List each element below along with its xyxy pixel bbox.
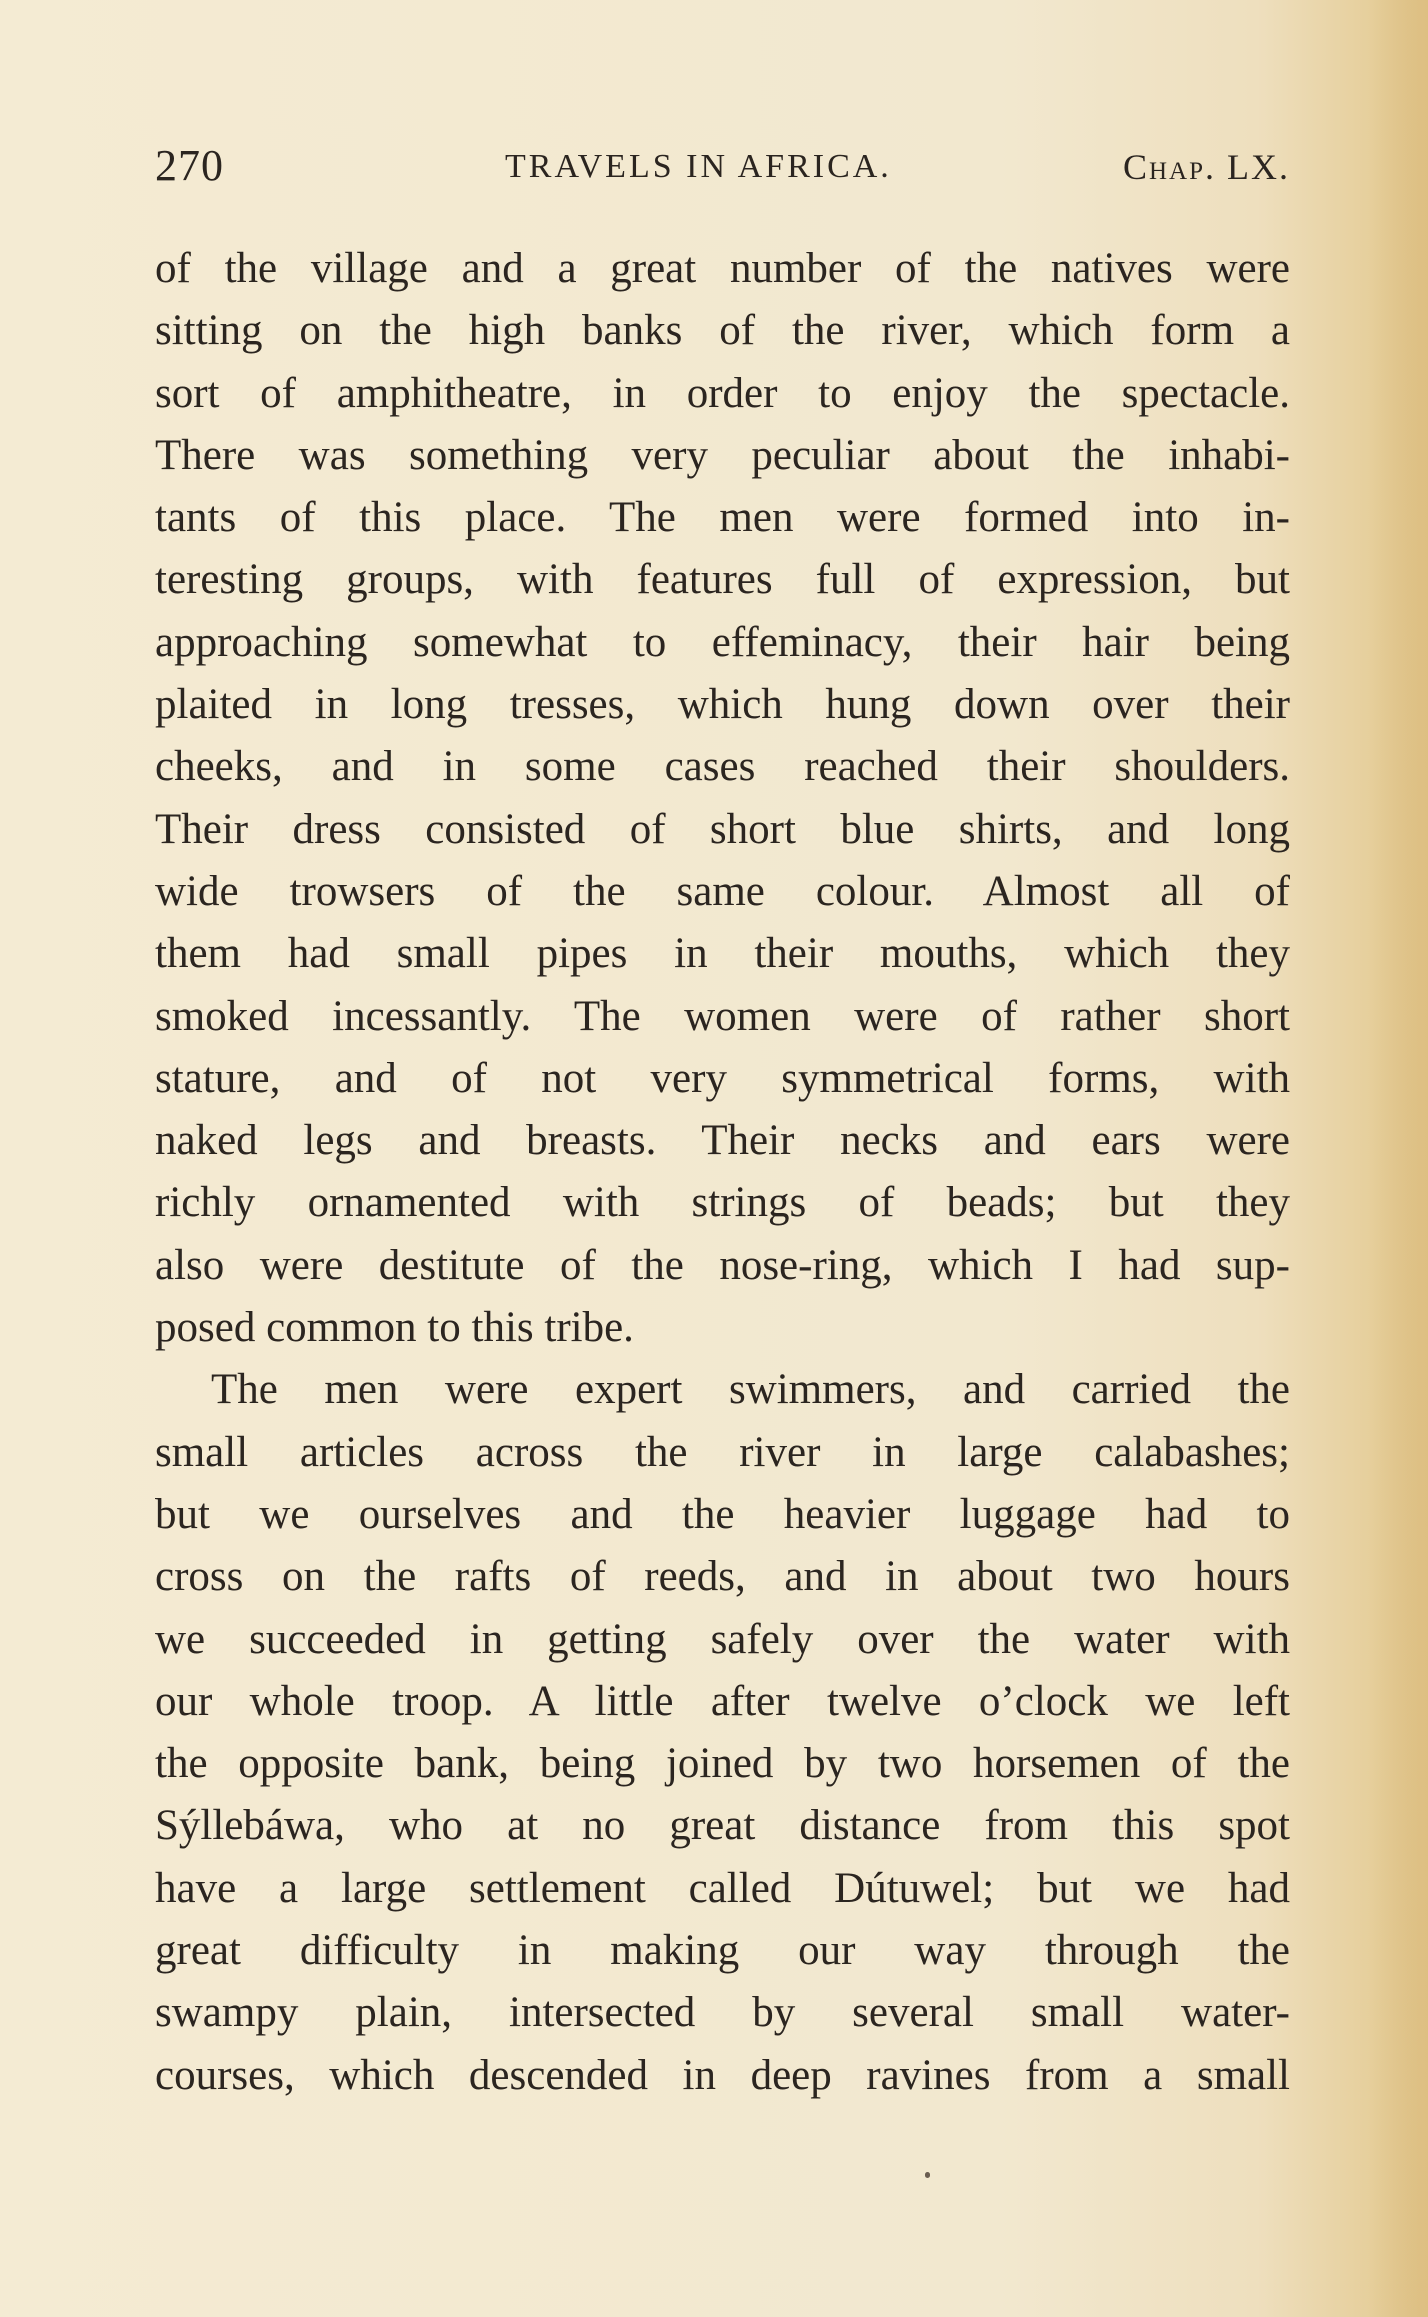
text-line: of the village and a great number of the natives were [155, 245, 1290, 292]
text-line: the opposite bank, being joined by two horsemen of the [155, 1740, 1290, 1788]
text-line: tants of this place. The men were formed into in- [155, 494, 1290, 542]
book-title: TRAVELS IN AFRICA. [505, 148, 892, 185]
text-line: Sýllebáwa, who at no great distance from this spot [155, 1802, 1290, 1850]
text-line: we succeeded in getting safely over the water with [155, 1615, 1290, 1663]
ink-speck [925, 2172, 930, 2178]
text-line: plaited in long tresses, which hung down over their [155, 681, 1290, 729]
text-line: wide trowsers of the same colour. Almost all of [155, 867, 1290, 915]
text-line: sitting on the high banks of the river, which form a [155, 307, 1290, 355]
body-text [155, 238, 1290, 2107]
text-line: richly ornamented with strings of beads; but they [155, 1179, 1290, 1227]
text-line: Their dress consisted of short blue shirts, and long [155, 805, 1290, 853]
text-line: smoked incessantly. The women were of rather short [155, 992, 1290, 1040]
text-line: our whole troop. A little after twelve o’clock we left [155, 1677, 1290, 1725]
text-line: also were destitute of the nose-ring, which I had sup- [155, 1241, 1290, 1289]
text-line: but we ourselves and the heavier luggage had to [155, 1490, 1290, 1538]
text-line: cheeks, and in some cases reached their shoulders. [155, 743, 1290, 791]
page-edge-shadow [1368, 0, 1428, 2317]
paragraph-start-line: The men were expert swimmers, and carried the [211, 1366, 1290, 1414]
text-line: them had small pipes in their mouths, which they [155, 930, 1290, 978]
text-line: small articles across the river in large calabashes; [155, 1428, 1290, 1476]
text-line: stature, and of not very symmetrical forms, with [155, 1054, 1290, 1102]
chapter-reference: Chap. LX. [1122, 147, 1290, 187]
text-line: approaching somewhat to effeminacy, their hair being [155, 618, 1290, 666]
page-number: 270 [155, 141, 224, 190]
text-line: sort of amphitheatre, in order to enjoy the spectacle. [155, 369, 1290, 417]
paragraph-end-line: posed common to this tribe. [155, 1304, 634, 1352]
text-line: cross on the rafts of reeds, and in about two hours [155, 1553, 1290, 1601]
text-line: great difficulty in making our way through the [155, 1927, 1290, 1975]
text-line: There was something very peculiar about the inhabi- [155, 431, 1290, 479]
text-line: swampy plain, intersected by several small water- [155, 1989, 1290, 2037]
running-head [155, 140, 1290, 190]
text-line: have a large settlement called Dútuwel; but we had [155, 1864, 1290, 1912]
text-line: teresting groups, with features full of expression, but [155, 556, 1290, 604]
text-line: courses, which descended in deep ravines from a small [155, 2051, 1290, 2099]
text-line: naked legs and breasts. Their necks and ears were [155, 1117, 1290, 1165]
